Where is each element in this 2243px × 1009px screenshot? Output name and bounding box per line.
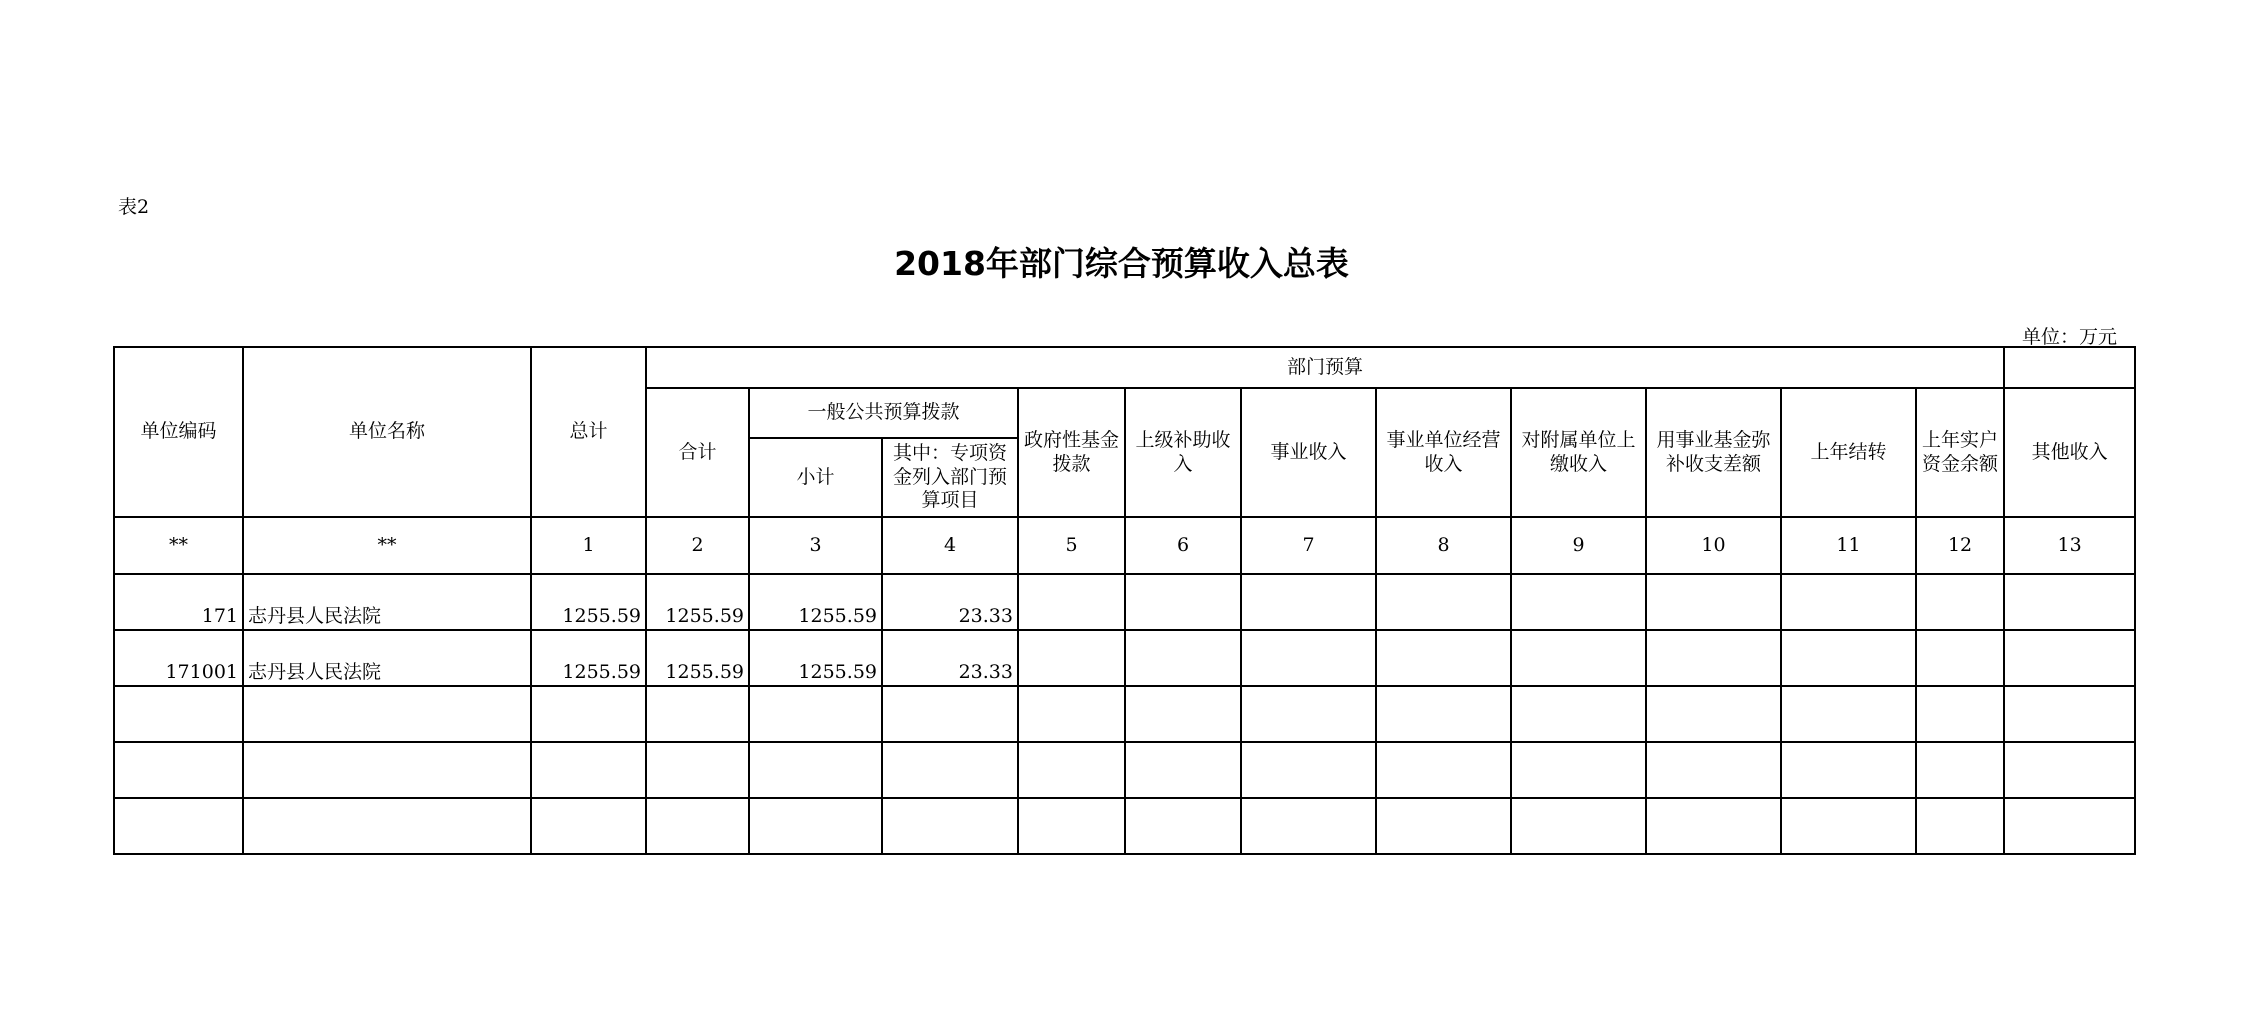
- col-number: 6: [1125, 517, 1241, 574]
- header-unit-code: 单位编码: [114, 347, 243, 517]
- col-number: 8: [1376, 517, 1511, 574]
- col-number: **: [114, 517, 243, 574]
- cell-unit-code: 171: [114, 574, 243, 630]
- header-total: 总计: [531, 347, 646, 517]
- cell-unit-code: 171001: [114, 630, 243, 686]
- col-number: 9: [1511, 517, 1646, 574]
- column-number-row: [114, 517, 2135, 574]
- cell-sum: 1255.59: [646, 630, 749, 686]
- header-business-income: 事业收入: [1241, 388, 1376, 517]
- cell-unit-name: 志丹县人民法院: [243, 630, 531, 686]
- col-number: **: [243, 517, 531, 574]
- header-unit-name: 单位名称: [243, 347, 531, 517]
- col-number: 13: [2004, 517, 2135, 574]
- col-number: 5: [1018, 517, 1125, 574]
- cell-total: 1255.59: [531, 630, 646, 686]
- table-row: [114, 686, 2135, 742]
- cell-unit-name: 志丹县人民法院: [243, 574, 531, 630]
- col-number: 3: [749, 517, 882, 574]
- col-number: 12: [1916, 517, 2004, 574]
- header-carryover: 上年结转: [1781, 388, 1916, 517]
- page-title: 2018年部门综合预算收入总表: [894, 244, 1349, 283]
- cell-total: 1255.59: [531, 574, 646, 630]
- col-number: 10: [1646, 517, 1781, 574]
- header-general-public: 一般公共预算拨款: [749, 388, 1018, 438]
- header-superior-subsidy: 上级补助收入: [1125, 388, 1241, 517]
- col-number: 7: [1241, 517, 1376, 574]
- cell-special: 23.33: [882, 574, 1018, 630]
- cell-sum: 1255.59: [646, 574, 749, 630]
- table-number: 表2: [118, 196, 150, 218]
- col-number: 11: [1781, 517, 1916, 574]
- header-special-items: 其中：专项资金列入部门预算项目: [882, 438, 1018, 517]
- col-number: 2: [646, 517, 749, 574]
- header-subtotal: 小计: [749, 438, 882, 517]
- header-dept-budget: 部门预算: [646, 347, 2004, 388]
- header-account-balance: 上年实户资金余额: [1916, 388, 2004, 517]
- cell-subtotal: 1255.59: [749, 630, 882, 686]
- table-row: [114, 574, 2135, 630]
- col-number: 4: [882, 517, 1018, 574]
- table-row: [114, 742, 2135, 798]
- header-subtotal-all: 合计: [646, 388, 749, 517]
- table-row: [114, 798, 2135, 854]
- header-blank: [2004, 347, 2135, 388]
- cell-subtotal: 1255.59: [749, 574, 882, 630]
- header-business-operating: 事业单位经营收入: [1376, 388, 1511, 517]
- table-row: [114, 630, 2135, 686]
- header-fund-offset: 用事业基金弥补收支差额: [1646, 388, 1781, 517]
- cell-special: 23.33: [882, 630, 1018, 686]
- header-other-income: 其他收入: [2004, 388, 2135, 517]
- header-gov-fund: 政府性基金拨款: [1018, 388, 1125, 517]
- col-number: 1: [531, 517, 646, 574]
- header-affiliated-income: 对附属单位上缴收入: [1511, 388, 1646, 517]
- unit-label: 单位：万元: [2022, 326, 2118, 348]
- budget-table: [113, 346, 2136, 855]
